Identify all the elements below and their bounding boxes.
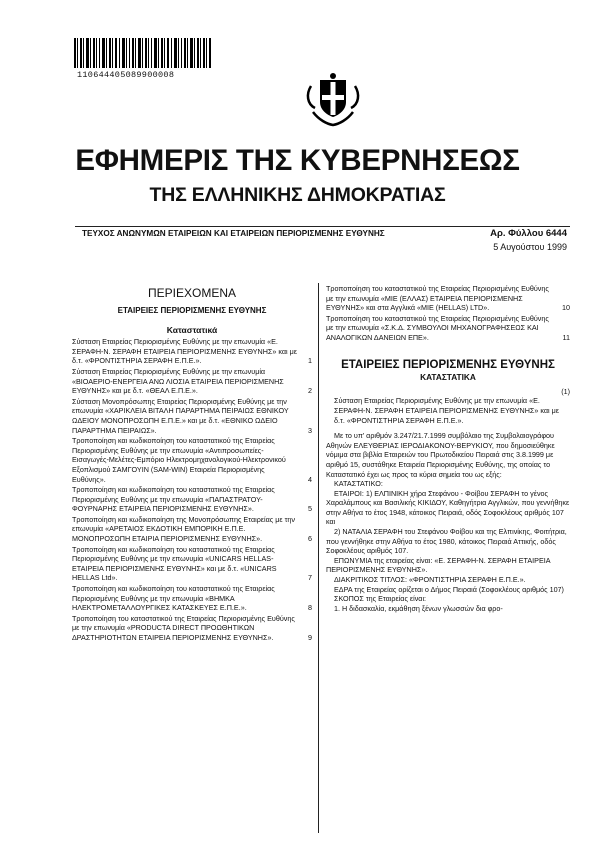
intro-paragraph: Με το υπ' αριθμόν 3.247/21.7.1999 συμβόλαιο της Συμβολαιογράφου Αθηνών ΕΛΕΥΘΕΡΙΑΣ ΙΕΡΟΔΙΑΚΟΝΟΥ-ΒΕΡΥΚΙΟΥ, που δημοσιεύθηκε νόμιμα στα βιβλία Εταιρειών του Πρωτοδικείου Πειραιά στις 3.8.1999 με αριθμό 15, συστάθηκε Εταιρεία Περιορισμένης Ευθύνης, της οποίας το Καταστατικό έχει ως προς τα κύρια σημεία του ως εξής: bbox=[326, 431, 555, 479]
contents-entry-page: 2 bbox=[308, 386, 312, 396]
contents-entry bbox=[72, 545, 312, 583]
body-subsection-heading: ΚΑΤΑΣΤΑΤΙΚΑ bbox=[420, 372, 476, 383]
contents-subsection-heading: Καταστατικά bbox=[166, 324, 218, 335]
contents-entry-text: Σύσταση Εταιρείας Περιορισμένης Ευθύνης με την επωνυμία «ΒΙΟΑΕΡΙΟ-ΕΝΕΡΓΕΙΑ ΑΝΩ ΛΙΟΣΙΑ ΕΤΑΙΡΕΙΑ ΠΕΡΙΟΡΙΣΜΕΝΗΣ ΕΥΘΥΝΗΣ» και με δ.τ. «ΘΕΑΛ Ε.Π.Ε.». bbox=[72, 366, 284, 396]
issue-date: 5 Αυγούστου 1999 bbox=[493, 242, 567, 252]
item-title: Σύσταση Εταιρείας Περιορισμένης Ευθύνης με την επωνυμία «Ε. ΣΕΡΑΦΗ-Ν. ΣΕΡΑΦΗ ΕΤΑΙΡΕΙΑ ΠΕΡΙΟΡΙΣΜΕΝΗΣ ΕΥΘΥΝΗΣ» και με δ.τ. «ΦΡΟΝΤΙΣΤΗΡΙΑ ΣΕΡΑΦΗ Ε.Π.Ε.». bbox=[334, 396, 559, 425]
body-section-heading: ΕΤΑΙΡΕΙΕΣ ΠΕΡΙΟΡΙΣΜΕΝΗΣ ΕΥΘΥΝΗΣ bbox=[341, 358, 555, 371]
column-divider bbox=[318, 283, 319, 833]
contents-heading: ΠΕΡΙΕΧΟΜΕΝΑ bbox=[147, 286, 237, 300]
contents-entry bbox=[72, 436, 312, 484]
contents-entry-text: Τροποποίηση του καταστατικού της Εταιρείας Περιορισμένης Ευθύνης με την επωνυμία «ΜΙΕ (ΕΛΛΑΣ) ΕΤΑΙΡΕΙΑ ΠΕΡΙΟΡΙΣΜΕΝΗΣ ΕΥΘΥΝΗΣ» και στα Αγγλικά «ΜΙΕ (HELLAS) LTD». bbox=[326, 284, 549, 313]
contents-entry-page: 8 bbox=[308, 603, 312, 613]
contents-entry bbox=[326, 284, 570, 313]
contents-entry-text: Τροποποίηση του καταστατικού της Εταιρείας Περιορισμένης Ευθύνης με την επωνυμία «Σ.Κ.Δ. ΣΥΜΒΟΥΛΟΙ ΜΗΧΑΝΟΓΡΑΦΗΣΕΩΣ ΚΑΙ ΑΝΑΛΟΓΙΚΩΝ ΔΑΝΕΙΩΝ ΕΠΕ». bbox=[326, 313, 549, 342]
contents-entry bbox=[72, 397, 312, 435]
contents-entry-text: Τροποποίηση και κωδικοποίηση του καταστατικού της Εταιρείας Περιορισμένης Ευθύνης με την επωνυμία «ΠΑΠΑΣΤΡΑΤΟΥ-ΦΟΥΡΝΑΡΗΣ ΕΤΑΙΡΕΙΑ ΠΕΡΙΟΡΙΣΜΕΝΗΣ ΕΥΘΥΝΗΣ». bbox=[72, 485, 275, 514]
contents-entry-page: 6 bbox=[308, 534, 312, 544]
contents-section-heading: ΕΤΑΙΡΕΙΕΣ ΠΕΡΙΟΡΙΣΜΕΝΗΣ ΕΥΘΥΝΗΣ bbox=[117, 306, 267, 315]
contents-entry-text: Τροποποίηση και κωδικοποίηση του καταστατικού της Εταιρείας Περιορισμένης Ευθύνης με την επωνυμία «UNICARS HELLAS-ΕΤΑΙΡΕΙΑ ΠΕΡΙΟΡΙΣΜΕΝΗΣ ΕΥΘΥΝΗΣ» και με δ.τ. «UNICARS HELLAS Ltd». bbox=[72, 544, 277, 583]
purpose-item-1: 1. Η διδασκαλία, εκμάθηση ξένων γλωσσών δια φρο- bbox=[334, 603, 503, 613]
contents-entry-page: 3 bbox=[308, 425, 312, 435]
partners-paragraph-2: 2) ΝΑΤΑΛΙΑ ΣΕΡΑΦΗ του Στεφάνου Φοίβου και της Ελπινίκης, Φοιτήτρια, που γεννήθηκε στην Αθήνα το έτος 1980, κάτοικος Πειραιά Αττικής, οδός Σοφοκλέους αριθμός 107. bbox=[326, 527, 567, 556]
contents-column bbox=[72, 286, 312, 644]
sheet-number: Αρ. Φύλλου 6444 bbox=[490, 228, 567, 239]
contents-entry-page: 9 bbox=[308, 633, 312, 642]
gazette-subtitle: ΤΗΣ ΕΛΛΗΝΙΚΗΣ ΔΗΜΟΚΡΑΤΙΑΣ bbox=[149, 184, 446, 206]
item-number: (1) bbox=[561, 386, 570, 396]
contents-entry-text: Τροποποίηση του καταστατικού της Εταιρείας Περιορισμένης Ευθύνης με την επωνυμία «PRODUCTA DIRECT ΠΡΟΩΘΗΤΙΚΩΝ ΔΡΑΣΤΗΡΙΟΤΗΤΩΝ ΕΤΑΙΡΕΙΑ ΠΕΡΙΟΡΙΣΜΕΝΗΣ ΕΥΘΥΝΗΣ». bbox=[72, 613, 295, 642]
contents-entry bbox=[326, 314, 570, 343]
distinctive-title-paragraph: ΔΙΑΚΡΙΤΙΚΟΣ ΤΙΤΛΟΣ: «ΦΡΟΝΤΙΣΤΗΡΙΑ ΣΕΡΑΦΗ Ε.Π.Ε.». bbox=[334, 575, 526, 585]
partners-paragraph-1: ΕΤΑΙΡΟΙ: 1) ΕΛΠΙΝΙΚΗ χήρα Στεφάνου - Φοίβου ΣΕΡΑΦΗ το γένος Χαραλάμπους και Βασιλικής ΚΙΚΙΔΟΥ, Καθηγήτρια Αγγλικών, που γεννήθηκε στην Αθήνα το έτος 1948, κάτοικος Πειραιά, οδός Σοφοκλέους αριθμός 107 και bbox=[326, 488, 570, 527]
contents-entry-page: 4 bbox=[308, 474, 312, 484]
contents-entry bbox=[72, 337, 312, 366]
coat-of-arms-emblem bbox=[303, 70, 363, 130]
contents-entry bbox=[72, 584, 312, 613]
contents-entry-text: Σύσταση Μονοπρόσωπης Εταιρείας Περιορισμένης Ευθύνης με την επωνυμία «ΧΑΡΙΚΛΕΙΑ ΒΙΤΑΛΗ ΠΑΡΑΡΤΗΜΑ ΠΕΙΡΑΙΩΣ ΕΘΝΙΚΟΥ ΩΔΕΙΟΥ ΜΟΝΟΠΡΟΣΩΠΗ Ε.Π.Ε.» και με δ.τ. «ΕΘΝΙΚΟ ΩΔΕΙΟ ΠΑΡΑΡΤΗΜΑ ΠΕΙΡΑΙΩΣ». bbox=[72, 396, 289, 435]
barcode-number: 110644405089900008 bbox=[77, 70, 175, 80]
contents-entry-page: 5 bbox=[308, 504, 312, 514]
seat-paragraph: ΕΔΡΑ της Εταιρείας ορίζεται ο Δήμος Πειραιά (Σοφοκλέους αριθμός 107) bbox=[334, 584, 564, 594]
contents-entry bbox=[72, 614, 312, 643]
contents-entry-text: Τροποποίηση και κωδικοποίηση του καταστατικού της Εταιρείας Περιορισμένης Ευθύνης με την επωνυμία «ΒΗΜΚΑ ΗΛΕΚΤΡΟΜΕΤΑΛΛΟΥΡΓΙΚΕΣ ΚΑΤΑΣΚΕΥΕΣ Ε.Π.Ε.». bbox=[72, 584, 275, 613]
contents-entry-text: Σύσταση Εταιρείας Περιορισμένης Ευθύνης με την επωνυμία «Ε. ΣΕΡΑΦΗ-Ν. ΣΕΡΑΦΗ ΕΤΑΙΡΕΙΑ ΠΕΡΙΟΡΙΣΜΕΝΗΣ ΕΥΘΥΝΗΣ» και με δ.τ. «ΦΡΟΝΤΙΣΤΗΡΙΑ ΣΕΡΑΦΗ Ε.Π.Ε.». bbox=[72, 337, 297, 366]
company-name-paragraph: ΕΠΩΝΥΜΙΑ της εταιρείας είναι: «Ε. ΣΕΡΑΦΗ-Ν. ΣΕΡΑΦΗ ΕΤΑΙΡΕΙΑ ΠΕΡΙΟΡΙΣΜΕΝΗΣ ΕΥΘΥΝΗΣ». bbox=[326, 555, 551, 575]
contents-entry-page: 1 bbox=[308, 356, 312, 366]
body-column bbox=[326, 284, 570, 613]
issue-type: ΤΕΥΧΟΣ ΑΝΩΝΥΜΩΝ ΕΤΑΙΡΕΙΩΝ ΚΑΙ ΕΤΑΙΡΕΙΩΝ ΠΕΡΙΟΡΙΣΜΕΝΗΣ ΕΥΘΥΝΗΣ bbox=[82, 229, 385, 238]
contents-entry bbox=[72, 485, 312, 514]
barcode bbox=[74, 38, 211, 68]
contents-entry-page: 11 bbox=[562, 332, 570, 342]
contents-entry bbox=[72, 515, 312, 544]
contents-entry-page: 7 bbox=[308, 573, 312, 583]
contents-entry-text: Τροποποίηση και κωδικοποίηση της Μονοπρόσωπης Εταιρείας με την επωνυμία «ΑΡΕΤΑΙΟΣ ΕΚΔΟΤΙΚΗ ΕΜΠΟΡΙΚΗ Ε.Π.Ε. ΜΟΝΟΠΡΟΣΩΠΗ ΕΤΑΙΡΙΑ ΠΕΡΙΟΡΙΣΜΕΝΗΣ ΕΥΘΥΝΗΣ». bbox=[72, 514, 295, 544]
charter-label: ΚΑΤΑΣΤΑΤΙΚΟ: bbox=[334, 479, 383, 489]
header-divider bbox=[75, 226, 570, 227]
contents-entry-text: Τροποποίηση και κωδικοποίηση του καταστατικού της Εταιρείας Περιορισμένης Ευθύνης με την επωνυμία «Αντιπροσωπείες-Εισαγωγές-Μελέτες-Εμπόριο Ηλεκτρομηχανολογικού-Ηλεκτρονικού Εξοπλισμού ΣΑΜΓΟΥΙΝ (SAM-WIN) Εταιρεία Περιορισμένης Ευθύνης». bbox=[72, 436, 286, 484]
gazette-title: ΕΦΗΜΕΡΙΣ ΤΗΣ ΚΥΒΕΡΝΗΣΕΩΣ bbox=[75, 144, 520, 177]
contents-entry-page: 10 bbox=[562, 303, 570, 313]
contents-entry bbox=[72, 367, 312, 396]
purpose-paragraph: ΣΚΟΠΟΣ της Εταιρείας είναι: bbox=[334, 594, 427, 604]
